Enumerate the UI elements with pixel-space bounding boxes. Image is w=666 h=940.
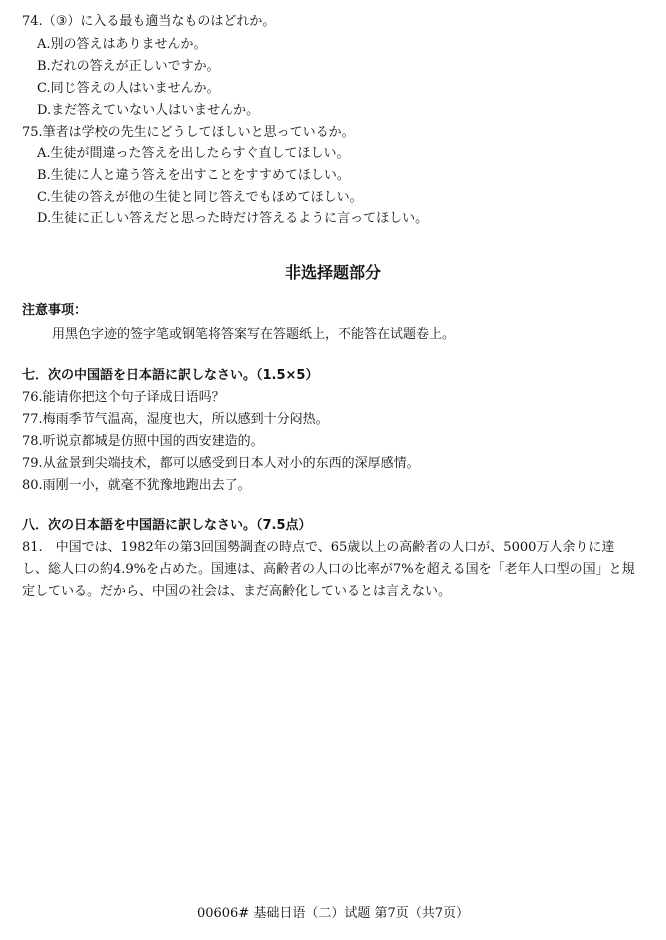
question-80: 80.雨刚一小，就毫不犹豫地跑出去了。: [22, 478, 251, 493]
question-77: 77.梅雨季节气温高，湿度也大，所以感到十分闷热。: [22, 412, 329, 427]
question-74-blank-marker: ③: [55, 14, 68, 29]
question-79: 79.从盆景到尖端技术，都可以感受到日本人对小的东西的深厚感情。: [22, 456, 420, 471]
question-78: 78.听说京都城是仿照中国的西安建造的。: [22, 434, 264, 449]
question-75-option-c: C.生徒の答えが他の生徒と同じ答えでもほめてほしい。: [37, 190, 363, 205]
question-74-stem: [22, 14, 275, 30]
page-footer: 00606# 基础日语（二）试题 第7页（共7页）: [196, 906, 470, 921]
question-74-option-a: A.別の答えはありませんか。: [37, 37, 207, 52]
question-75-stem: 75.筆者は学校の先生にどうしてほしいと思っているか。: [22, 125, 355, 140]
question-75-option-a: A.生徒が間違った答えを出したらすぐ直してほしい。: [37, 146, 350, 161]
question-74-option-b: B.だれの答えが正しいですか。: [37, 59, 220, 74]
question-81-passage: 81. 中国では、1982年の第3回国勢調査の時点で、65歳以上の高齢者の人口が、5000万人余りに達し、総人口の約4.9%を占めた。国連は、高齢者の人口の比率が7%を超える国を「老年人口型の国」と規定している。だから、中国の社会は、まだ高齢化しているとは言えない。: [22, 540, 635, 599]
notice-text: 用黑色字迹的签字笔或钢笔将答案写在答题纸上，不能答在试题卷上。: [52, 327, 456, 342]
section-8-heading: 八．次の日本語を中国語に訳しなさい。（7.5点）: [22, 518, 312, 533]
question-74-option-c: C.同じ答えの人はいませんか。: [37, 81, 220, 96]
section-7-heading: 七．次の中国語を日本語に訳しなさい。（1.5×5）: [22, 368, 319, 383]
question-74-suffix: ）に入る最も適当なものはどれか。: [67, 14, 276, 29]
question-75-option-d: D.生徒に正しい答えだと思った時だけ答えるように言ってほしい。: [37, 211, 429, 226]
question-74-option-d: D.まだ答えていない人はいませんか。: [37, 103, 260, 118]
notice-heading: 注意事项：: [22, 303, 88, 318]
question-75-option-b: B.生徒に人と違う答えを出すことをすすめてほしい。: [37, 168, 350, 183]
section-title-nonchoice: 非选择题部分: [284, 263, 381, 282]
question-74-prefix: 74.（: [22, 14, 56, 29]
question-76: 76.能请你把这个句子译成日语吗？: [22, 390, 225, 405]
